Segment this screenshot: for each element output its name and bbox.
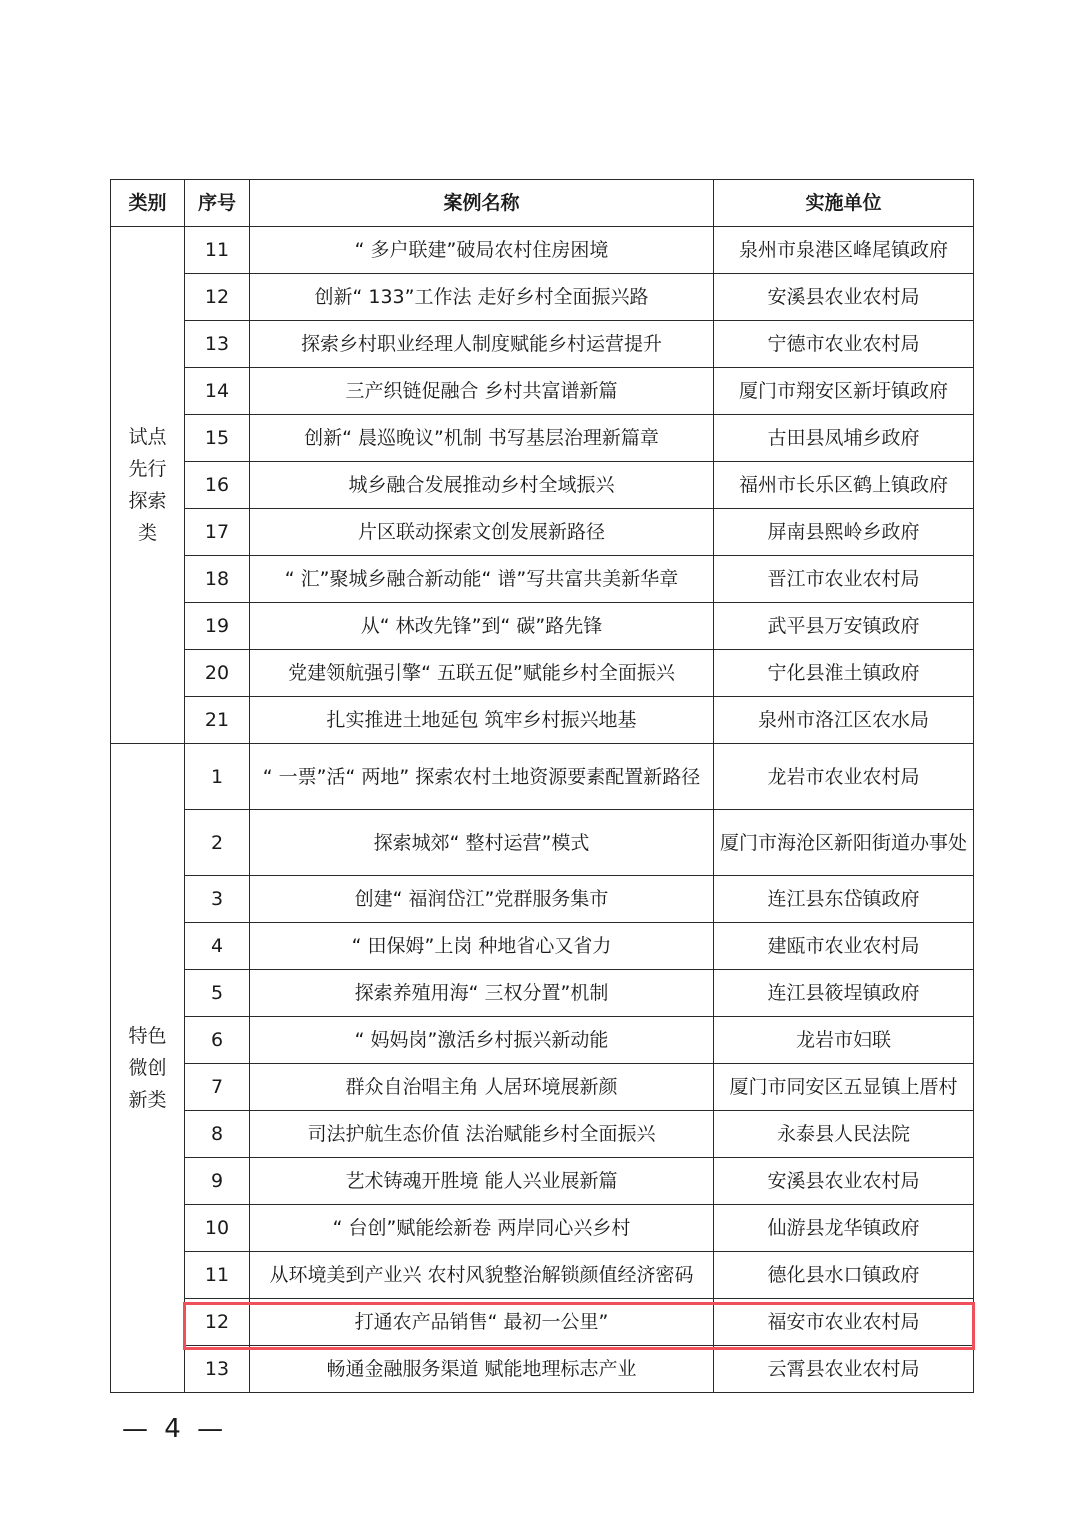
index-cell: 16 bbox=[185, 462, 250, 509]
table-body bbox=[111, 227, 974, 1393]
name-cell: 创新“ 晨巡晚议”机制 书写基层治理新篇章 bbox=[250, 415, 714, 462]
unit-cell: 永泰县人民法院 bbox=[714, 1111, 974, 1158]
index-cell: 10 bbox=[185, 1205, 250, 1252]
table-row bbox=[111, 368, 974, 415]
table-row bbox=[111, 810, 974, 876]
name-cell: “ 台创”赋能绘新卷 两岸同心兴乡村 bbox=[250, 1205, 714, 1252]
name-cell: “ 多户联建”破局农村住房困境 bbox=[250, 227, 714, 274]
category-line: 特色 bbox=[128, 1025, 167, 1047]
table-row bbox=[111, 321, 974, 368]
table-row bbox=[111, 227, 974, 274]
unit-cell: 武平县万安镇政府 bbox=[714, 603, 974, 650]
index-cell: 6 bbox=[185, 1017, 250, 1064]
category-line: 微创 bbox=[128, 1057, 167, 1079]
name-cell: 畅通金融服务渠道 赋能地理标志产业 bbox=[250, 1346, 714, 1393]
index-cell: 7 bbox=[185, 1064, 250, 1111]
name-cell: 党建领航强引擎“ 五联五促”赋能乡村全面振兴 bbox=[250, 650, 714, 697]
category-cell bbox=[111, 227, 185, 744]
unit-cell: 龙岩市妇联 bbox=[714, 1017, 974, 1064]
unit-cell: 屏南县熙岭乡政府 bbox=[714, 509, 974, 556]
table-row bbox=[111, 697, 974, 744]
name-cell: 城乡融合发展推动乡村全域振兴 bbox=[250, 462, 714, 509]
name-cell: 创新“ 133”工作法 走好乡村全面振兴路 bbox=[250, 274, 714, 321]
index-cell: 12 bbox=[185, 1299, 250, 1346]
header-category: 类别 bbox=[111, 180, 185, 227]
page-number: — 4 — bbox=[122, 1414, 228, 1444]
name-cell: 艺术铸魂开胜境 能人兴业展新篇 bbox=[250, 1158, 714, 1205]
category-line: 探索 bbox=[128, 490, 167, 512]
name-cell: 司法护航生态价值 法治赋能乡村全面振兴 bbox=[250, 1111, 714, 1158]
index-cell: 19 bbox=[185, 603, 250, 650]
index-cell: 15 bbox=[185, 415, 250, 462]
table-row bbox=[111, 1017, 974, 1064]
unit-cell: 厦门市翔安区新圩镇政府 bbox=[714, 368, 974, 415]
index-cell: 14 bbox=[185, 368, 250, 415]
category-cell bbox=[111, 744, 185, 1393]
header-name: 案例名称 bbox=[250, 180, 714, 227]
index-cell: 5 bbox=[185, 970, 250, 1017]
category-line: 试点 bbox=[128, 426, 167, 448]
table-row bbox=[111, 923, 974, 970]
unit-cell: 福州市长乐区鹤上镇政府 bbox=[714, 462, 974, 509]
name-cell: 探索城郊“ 整村运营”模式 bbox=[250, 810, 714, 876]
name-cell: 片区联动探索文创发展新路径 bbox=[250, 509, 714, 556]
index-cell: 11 bbox=[185, 227, 250, 274]
index-cell: 18 bbox=[185, 556, 250, 603]
table-row bbox=[111, 1158, 974, 1205]
table-row bbox=[111, 1299, 974, 1346]
unit-cell: 宁化县淮土镇政府 bbox=[714, 650, 974, 697]
unit-cell: 龙岩市农业农村局 bbox=[714, 744, 974, 810]
name-cell: “ 妈妈岗”激活乡村振兴新动能 bbox=[250, 1017, 714, 1064]
name-cell: “ 汇”聚城乡融合新动能“ 谱”写共富共美新华章 bbox=[250, 556, 714, 603]
index-cell: 1 bbox=[185, 744, 250, 810]
name-cell: “ 一票”活“ 两地” 探索农村土地资源要素配置新路径 bbox=[250, 744, 714, 810]
unit-cell: 仙游县龙华镇政府 bbox=[714, 1205, 974, 1252]
index-cell: 17 bbox=[185, 509, 250, 556]
name-cell: 扎实推进土地延包 筑牢乡村振兴地基 bbox=[250, 697, 714, 744]
name-cell: 探索乡村职业经理人制度赋能乡村运营提升 bbox=[250, 321, 714, 368]
table-row bbox=[111, 876, 974, 923]
table-row bbox=[111, 462, 974, 509]
unit-cell: 晋江市农业农村局 bbox=[714, 556, 974, 603]
name-cell: 打通农产品销售“ 最初一公里” bbox=[250, 1299, 714, 1346]
index-cell: 20 bbox=[185, 650, 250, 697]
index-cell: 3 bbox=[185, 876, 250, 923]
unit-cell: 建瓯市农业农村局 bbox=[714, 923, 974, 970]
category-line: 先行 bbox=[128, 458, 167, 480]
unit-cell: 古田县凤埔乡政府 bbox=[714, 415, 974, 462]
unit-cell: 泉州市泉港区峰尾镇政府 bbox=[714, 227, 974, 274]
name-cell: 从“ 林改先锋”到“ 碳”路先锋 bbox=[250, 603, 714, 650]
index-cell: 11 bbox=[185, 1252, 250, 1299]
table-row bbox=[111, 970, 974, 1017]
table-row bbox=[111, 1205, 974, 1252]
name-cell: 探索养殖用海“ 三权分置”机制 bbox=[250, 970, 714, 1017]
unit-cell: 德化县水口镇政府 bbox=[714, 1252, 974, 1299]
table-row bbox=[111, 1346, 974, 1393]
unit-cell: 宁德市农业农村局 bbox=[714, 321, 974, 368]
table-row bbox=[111, 1064, 974, 1111]
name-cell: “ 田保姆”上岗 种地省心又省力 bbox=[250, 923, 714, 970]
header-unit: 实施单位 bbox=[714, 180, 974, 227]
index-cell: 4 bbox=[185, 923, 250, 970]
table-row bbox=[111, 650, 974, 697]
unit-cell: 福安市农业农村局 bbox=[714, 1299, 974, 1346]
unit-cell: 厦门市同安区五显镇上厝村 bbox=[714, 1064, 974, 1111]
name-cell: 三产织链促融合 乡村共富谱新篇 bbox=[250, 368, 714, 415]
table-row bbox=[111, 744, 974, 810]
table-row bbox=[111, 1111, 974, 1158]
unit-cell: 安溪县农业农村局 bbox=[714, 1158, 974, 1205]
index-cell: 12 bbox=[185, 274, 250, 321]
table-header-row bbox=[111, 180, 974, 227]
table-row bbox=[111, 415, 974, 462]
header-index: 序号 bbox=[185, 180, 250, 227]
unit-cell: 连江县筱埕镇政府 bbox=[714, 970, 974, 1017]
table-row bbox=[111, 1252, 974, 1299]
unit-cell: 厦门市海沧区新阳街道办事处 bbox=[714, 810, 974, 876]
unit-cell: 安溪县农业农村局 bbox=[714, 274, 974, 321]
unit-cell: 云霄县农业农村局 bbox=[714, 1346, 974, 1393]
table-row bbox=[111, 603, 974, 650]
index-cell: 21 bbox=[185, 697, 250, 744]
table-row bbox=[111, 556, 974, 603]
table-row bbox=[111, 509, 974, 556]
index-cell: 2 bbox=[185, 810, 250, 876]
case-list-table bbox=[110, 179, 974, 1393]
index-cell: 13 bbox=[185, 1346, 250, 1393]
unit-cell: 泉州市洛江区农水局 bbox=[714, 697, 974, 744]
category-line: 类 bbox=[137, 522, 157, 544]
name-cell: 群众自治唱主角 人居环境展新颜 bbox=[250, 1064, 714, 1111]
category-line: 新类 bbox=[128, 1089, 167, 1111]
index-cell: 9 bbox=[185, 1158, 250, 1205]
index-cell: 8 bbox=[185, 1111, 250, 1158]
index-cell: 13 bbox=[185, 321, 250, 368]
unit-cell: 连江县东岱镇政府 bbox=[714, 876, 974, 923]
table-row bbox=[111, 274, 974, 321]
name-cell: 从环境美到产业兴 农村风貌整治解锁颜值经济密码 bbox=[250, 1252, 714, 1299]
name-cell: 创建“ 福润岱江”党群服务集市 bbox=[250, 876, 714, 923]
